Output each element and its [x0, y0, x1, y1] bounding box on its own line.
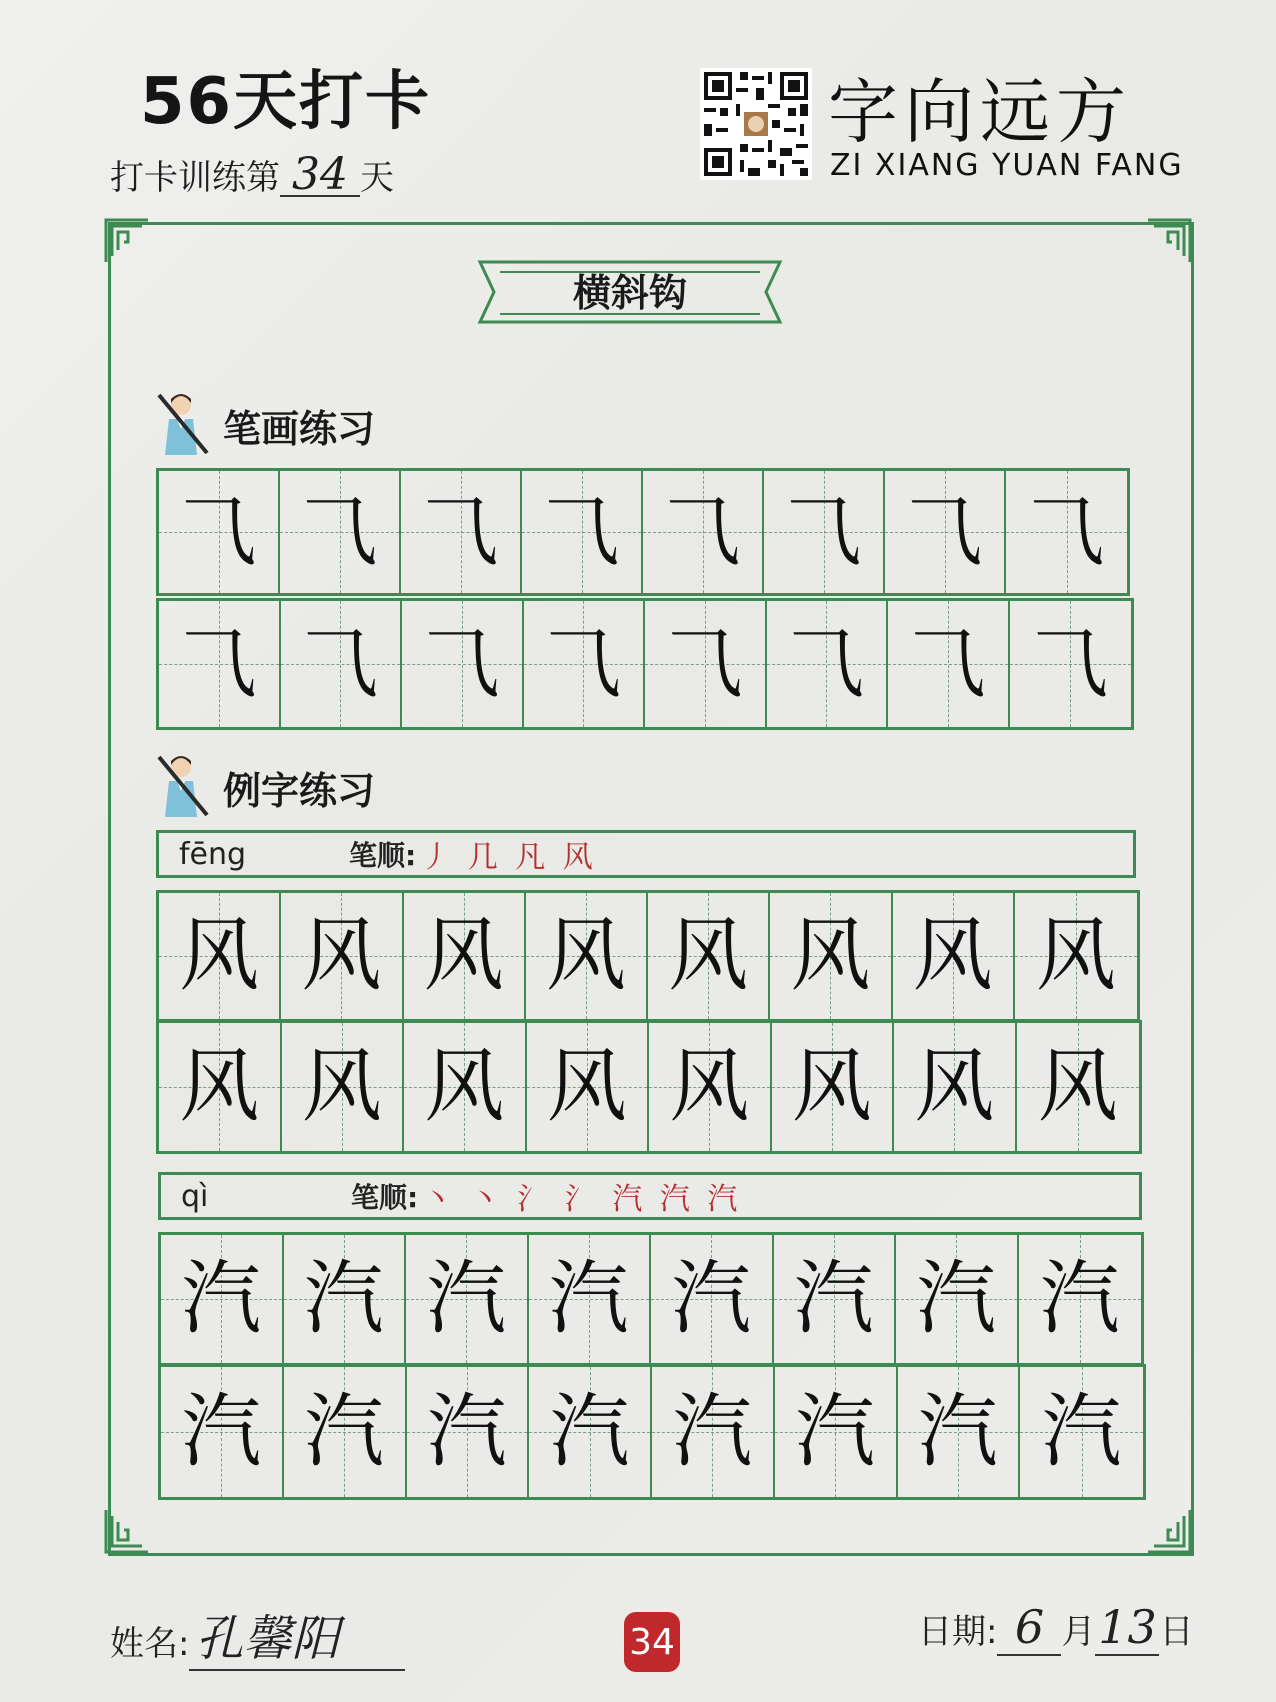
practice-character: 汽	[426, 1252, 507, 1345]
practice-cell	[159, 893, 281, 1019]
practice-character: 风	[791, 1040, 872, 1133]
word-grid-row-1	[158, 1232, 1144, 1366]
corner-ornament-icon	[104, 218, 150, 264]
practice-character: ⺄	[666, 619, 743, 708]
date-day: 13	[1095, 1600, 1159, 1656]
practice-character: ⺄	[180, 487, 257, 576]
word-grid-row-2	[158, 1364, 1146, 1500]
practice-cell	[159, 1023, 282, 1151]
stroke-order-sequence: 丿 几 凡 风	[420, 840, 597, 875]
practice-cell	[522, 471, 643, 593]
practice-cell	[281, 893, 403, 1019]
practice-cell	[645, 601, 767, 727]
practice-cell	[407, 1367, 530, 1497]
corner-ornament-icon	[1146, 1508, 1192, 1554]
pinyin: fēng	[179, 836, 247, 872]
stroke-practice-header	[155, 390, 375, 460]
practice-cell	[893, 893, 1015, 1019]
practice-character: ⺄	[180, 619, 257, 708]
practice-character: 风	[546, 1040, 627, 1133]
practice-cell	[649, 1023, 772, 1151]
practice-character: 汽	[795, 1385, 876, 1478]
qr-code-icon	[700, 68, 812, 180]
stroke-order-sequence: 丶 丶 氵 氵 汽 汽 汽	[422, 1182, 742, 1217]
word-grid-row-1	[156, 890, 1140, 1022]
practice-character: ⺄	[423, 619, 500, 708]
practice-character: 汽	[303, 1252, 384, 1345]
practice-cell	[404, 893, 526, 1019]
practice-cell	[894, 1023, 1017, 1151]
practice-character: 汽	[1039, 1252, 1120, 1345]
month-unit: 月	[1061, 1612, 1096, 1652]
practice-cell	[404, 1023, 527, 1151]
practice-character: 风	[914, 1040, 995, 1133]
practice-cell	[888, 601, 1010, 727]
practice-cell	[284, 1367, 407, 1497]
practice-cell	[280, 471, 401, 593]
practice-cell	[1010, 601, 1132, 727]
practice-character: 汽	[672, 1385, 753, 1478]
page-title: 56天打卡	[140, 65, 432, 139]
practice-character: 汽	[1041, 1385, 1122, 1478]
word-info-bar	[156, 830, 1136, 878]
practice-cell	[524, 601, 646, 727]
practice-character: 风	[301, 909, 382, 1002]
practice-cell	[529, 1367, 652, 1497]
practice-character: ⺄	[302, 619, 379, 708]
practice-character: 汽	[426, 1385, 507, 1478]
name-value: 孔馨阳	[189, 1600, 405, 1671]
practice-cell	[767, 601, 889, 727]
practice-cell	[1006, 471, 1127, 593]
name-field	[110, 1600, 405, 1671]
practice-character: ⺄	[1032, 619, 1109, 708]
practice-cell	[885, 471, 1006, 593]
date-field	[918, 1600, 1193, 1656]
day-number: 34	[280, 155, 360, 197]
practice-cell	[1020, 1367, 1143, 1497]
practice-cell	[159, 601, 281, 727]
word-grid-row-2	[156, 1020, 1142, 1154]
practice-cell	[651, 1235, 774, 1363]
practice-character: 风	[669, 1040, 750, 1133]
practice-character: 汽	[793, 1252, 874, 1345]
practice-cell	[284, 1235, 407, 1363]
practice-character: ⺄	[301, 487, 378, 576]
date-month: 6	[997, 1600, 1061, 1656]
date-label: 日期:	[918, 1612, 998, 1652]
practice-cell	[161, 1367, 284, 1497]
section-label: 例字练习	[223, 768, 376, 813]
practice-cell	[1017, 1023, 1140, 1151]
practice-character: 汽	[181, 1385, 262, 1478]
practice-cell	[772, 1023, 895, 1151]
practice-character: 汽	[549, 1385, 630, 1478]
stroke-order-label: 笔顺:	[351, 1181, 419, 1214]
practice-cell	[1015, 893, 1137, 1019]
practice-character: 汽	[671, 1252, 752, 1345]
brand-subtitle: ZI XIANG YUAN FANG	[830, 148, 1184, 183]
day-unit: 日	[1159, 1612, 1194, 1652]
practice-cell	[282, 1023, 405, 1151]
section-label: 笔画练习	[223, 406, 376, 451]
student-icon	[155, 753, 211, 821]
practice-cell	[527, 1023, 650, 1151]
practice-cell	[401, 471, 522, 593]
practice-character: 汽	[548, 1252, 629, 1345]
practice-cell	[652, 1367, 775, 1497]
practice-cell	[281, 601, 403, 727]
practice-character: 风	[423, 909, 504, 1002]
practice-cell	[643, 471, 764, 593]
practice-character: 风	[301, 1040, 382, 1133]
practice-character: ⺄	[788, 619, 865, 708]
practice-character: 风	[790, 909, 871, 1002]
day-suffix: 天	[360, 158, 394, 198]
practice-character: 风	[1037, 1040, 1118, 1133]
practice-cell	[898, 1367, 1021, 1497]
practice-cell	[648, 893, 770, 1019]
practice-character: ⺄	[1028, 487, 1105, 576]
practice-character: 风	[424, 1040, 505, 1133]
practice-character: ⺄	[543, 487, 620, 576]
practice-cell	[406, 1235, 529, 1363]
practice-cell	[775, 1367, 898, 1497]
example-practice-header	[155, 752, 375, 822]
practice-character: 风	[179, 909, 260, 1002]
practice-cell	[161, 1235, 284, 1363]
practice-character: 风	[545, 909, 626, 1002]
practice-cell	[159, 471, 280, 593]
corner-ornament-icon	[104, 1508, 150, 1554]
corner-ornament-icon	[1146, 218, 1192, 264]
practice-cell	[764, 471, 885, 593]
stroke-grid-row-2	[156, 598, 1134, 730]
brand-logo-text: 字向远方	[828, 71, 1132, 153]
practice-cell	[526, 893, 648, 1019]
page-number-badge: 34	[624, 1612, 680, 1672]
practice-character: ⺄	[906, 487, 983, 576]
practice-cell	[529, 1235, 652, 1363]
practice-cell	[896, 1235, 1019, 1363]
stroke-grid-row-1	[156, 468, 1130, 596]
practice-cell	[774, 1235, 897, 1363]
practice-character: ⺄	[422, 487, 499, 576]
day-prefix: 打卡训练第	[110, 158, 280, 198]
practice-character: ⺄	[785, 487, 862, 576]
practice-character: 风	[912, 909, 993, 1002]
name-label: 姓名:	[110, 1624, 190, 1664]
student-icon	[155, 391, 211, 459]
practice-character: ⺄	[664, 487, 741, 576]
practice-cell	[402, 601, 524, 727]
pinyin: qì	[181, 1178, 209, 1214]
practice-character: 汽	[916, 1252, 997, 1345]
day-counter	[110, 150, 394, 199]
practice-character: ⺄	[545, 619, 622, 708]
practice-character: 汽	[917, 1385, 998, 1478]
practice-character: 汽	[304, 1385, 385, 1478]
practice-character: 风	[668, 909, 749, 1002]
practice-cell	[1019, 1235, 1142, 1363]
stroke-order-label: 笔顺:	[349, 839, 417, 872]
word-info-bar	[158, 1172, 1142, 1220]
practice-character: 风	[179, 1040, 260, 1133]
practice-character: 风	[1035, 909, 1116, 1002]
practice-cell	[770, 893, 892, 1019]
practice-character: ⺄	[909, 619, 986, 708]
practice-character: 汽	[181, 1252, 262, 1345]
stroke-name-title: 横斜钩	[572, 271, 687, 315]
